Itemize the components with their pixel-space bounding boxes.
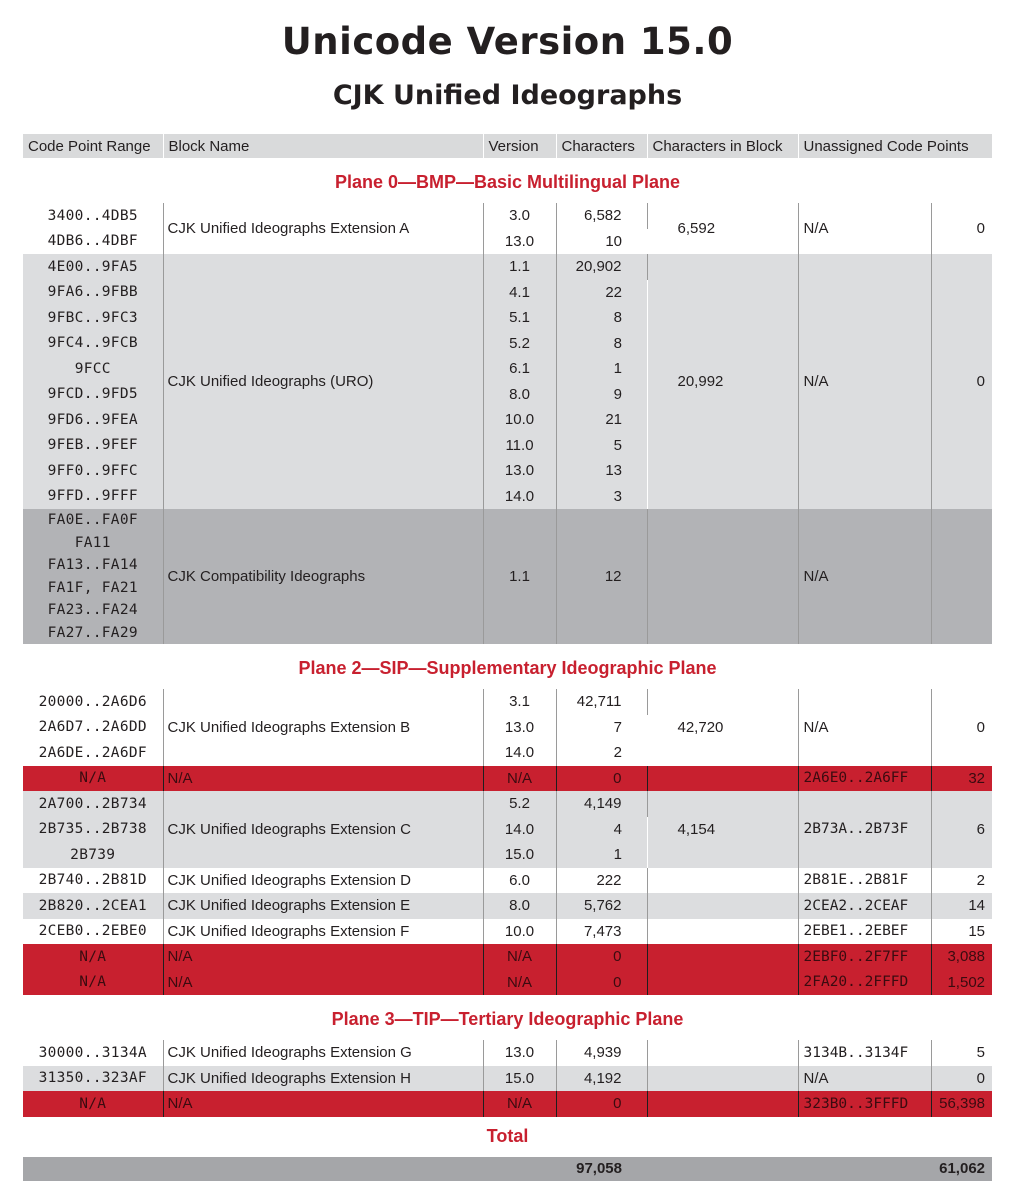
characters: 42,711	[556, 689, 647, 715]
block-name: N/A	[163, 944, 483, 970]
code-range: 9FFD..9FFF	[23, 484, 163, 510]
unassigned-count: 32	[931, 766, 992, 792]
characters: 5	[556, 433, 647, 459]
table-row-unassigned	[23, 970, 992, 996]
version: 11.0	[483, 433, 556, 459]
table-row	[23, 919, 992, 945]
code-range: 31350..323AF	[23, 1066, 163, 1092]
table-row	[23, 868, 992, 894]
characters: 10	[556, 229, 647, 255]
unassigned-range: 2EBE1..2EBEF	[798, 919, 931, 945]
block-name: CJK Unified Ideographs Extension H	[163, 1066, 483, 1092]
unassigned-range: N/A	[798, 203, 931, 254]
characters: 7	[556, 715, 647, 741]
characters-in-block: 6,592	[647, 203, 798, 254]
table-row	[23, 1040, 992, 1066]
code-range: 20000..2A6D6	[23, 689, 163, 715]
unassigned-range: 2FA20..2FFFD	[798, 970, 931, 996]
cjk-table	[23, 134, 992, 1181]
code-range: 2A6DE..2A6DF	[23, 740, 163, 766]
table-row	[23, 203, 992, 229]
code-range: 2A6D7..2A6DD	[23, 715, 163, 741]
characters: 22	[556, 280, 647, 306]
block-name: N/A	[163, 1091, 483, 1117]
code-range: 4DB6..4DBF	[23, 229, 163, 255]
version: 10.0	[483, 407, 556, 433]
total-characters: 97,058	[556, 1157, 647, 1181]
code-range: 2B739	[23, 842, 163, 868]
block-name: CJK Compatibility Ideographs	[163, 509, 483, 644]
version: 1.1	[483, 509, 556, 644]
code-range: 9FCC	[23, 356, 163, 382]
characters: 2	[556, 740, 647, 766]
unassigned-count: 15	[931, 919, 992, 945]
plane-heading: Plane 3—TIP—Tertiary Ideographic Plane	[331, 1008, 684, 1029]
characters-in-block	[647, 509, 798, 644]
characters: 1	[556, 842, 647, 868]
code-range: 9FD6..9FEA	[23, 407, 163, 433]
characters: 4,192	[556, 1066, 647, 1092]
code-range: 2A700..2B734	[23, 791, 163, 817]
version: 14.0	[483, 740, 556, 766]
header-block-name: Block Name	[163, 134, 483, 158]
code-range: FA27..FA29	[47, 624, 138, 641]
code-range: FA1F, FA21	[47, 579, 138, 596]
unassigned-range: 2B81E..2B81F	[798, 868, 931, 894]
header-characters-in-block: Characters in Block	[647, 134, 798, 158]
block-name: CJK Unified Ideographs Extension D	[163, 868, 483, 894]
unassigned-count: 3,088	[931, 944, 992, 970]
code-range: 2CEB0..2EBE0	[23, 919, 163, 945]
plane-heading: Plane 0—BMP—Basic Multilingual Plane	[334, 171, 681, 192]
code-range: 9FC4..9FCB	[23, 331, 163, 357]
version: 15.0	[483, 842, 556, 868]
code-range: 2B820..2CEA1	[23, 893, 163, 919]
characters: 0	[556, 1091, 647, 1117]
unassigned-range: N/A	[798, 1066, 931, 1092]
block-name: N/A	[163, 766, 483, 792]
code-range: 9FBC..9FC3	[23, 305, 163, 331]
table-row-unassigned	[23, 766, 992, 792]
code-range: 9FEB..9FEF	[23, 433, 163, 459]
version: 6.1	[483, 356, 556, 382]
characters-in-block: 42,720	[647, 689, 798, 766]
block-name: CJK Unified Ideographs Extension B	[163, 689, 483, 766]
unassigned-count: 0	[931, 689, 992, 766]
code-range: N/A	[23, 944, 163, 970]
header-characters: Characters	[556, 134, 647, 158]
block-name: N/A	[163, 970, 483, 996]
characters: 1	[556, 356, 647, 382]
total-heading: Total	[486, 1126, 529, 1146]
version: N/A	[483, 1091, 556, 1117]
block-name: CJK Unified Ideographs Extension F	[163, 919, 483, 945]
characters-in-block	[647, 893, 798, 919]
characters-in-block	[647, 1040, 798, 1066]
unassigned-count: 0	[931, 254, 992, 509]
unassigned-count: 1,502	[931, 970, 992, 996]
code-range: 2B735..2B738	[23, 817, 163, 843]
characters-in-block	[647, 919, 798, 945]
block-name: CJK Unified Ideographs Extension E	[163, 893, 483, 919]
block-name: CJK Unified Ideographs Extension G	[163, 1040, 483, 1066]
unassigned-range: 323B0..3FFFD	[798, 1091, 931, 1117]
version: 8.0	[483, 893, 556, 919]
version: 6.0	[483, 868, 556, 894]
version: 5.2	[483, 791, 556, 817]
characters: 222	[556, 868, 647, 894]
characters-in-block	[647, 944, 798, 970]
characters: 3	[556, 484, 647, 510]
characters: 0	[556, 970, 647, 996]
characters: 4,939	[556, 1040, 647, 1066]
code-range: 9FF0..9FFC	[23, 458, 163, 484]
characters: 4,149	[556, 791, 647, 817]
unassigned-range: N/A	[798, 509, 931, 644]
unassigned-range: N/A	[798, 689, 931, 766]
page-title: Unicode Version 15.0	[281, 20, 734, 63]
code-range: 3400..4DB5	[23, 203, 163, 229]
unassigned-range: N/A	[798, 254, 931, 509]
characters: 13	[556, 458, 647, 484]
characters: 5,762	[556, 893, 647, 919]
version: 13.0	[483, 1040, 556, 1066]
version: 3.1	[483, 689, 556, 715]
characters-in-block	[647, 766, 798, 792]
plane-heading: Plane 2—SIP—Supplementary Ideographic Plane	[298, 657, 717, 678]
characters: 6,582	[556, 203, 647, 229]
characters-in-block: 20,992	[647, 254, 798, 509]
version: 14.0	[483, 484, 556, 510]
version: N/A	[483, 766, 556, 792]
unassigned-range: 2A6E0..2A6FF	[798, 766, 931, 792]
version: N/A	[483, 970, 556, 996]
unassigned-range: 3134B..3134F	[798, 1040, 931, 1066]
table-row	[23, 689, 992, 715]
header-unassigned: Unassigned Code Points	[798, 134, 992, 158]
code-range: FA23..FA24	[47, 602, 138, 618]
characters: 20,902	[556, 254, 647, 280]
table-row	[23, 509, 992, 644]
block-name: CJK Unified Ideographs (URO)	[163, 254, 483, 509]
code-range: 30000..3134A	[23, 1040, 163, 1066]
version: 10.0	[483, 919, 556, 945]
unassigned-count: 0	[931, 1066, 992, 1092]
total-empty	[483, 1157, 556, 1181]
header-row	[23, 134, 992, 158]
characters-in-block	[647, 970, 798, 996]
unassigned-range: 2CEA2..2CEAF	[798, 893, 931, 919]
unassigned-count: 14	[931, 893, 992, 919]
total-empty	[23, 1157, 163, 1181]
characters: 8	[556, 331, 647, 357]
unassigned-count: 56,398	[931, 1091, 992, 1117]
code-range: FA11	[74, 534, 111, 551]
version: 8.0	[483, 382, 556, 408]
unassigned-count: 5	[931, 1040, 992, 1066]
version: 14.0	[483, 817, 556, 843]
characters: 8	[556, 305, 647, 331]
code-range: 2B740..2B81D	[23, 868, 163, 894]
characters-in-block	[647, 1066, 798, 1092]
characters: 12	[556, 509, 647, 644]
version: 5.1	[483, 305, 556, 331]
table-row	[23, 791, 992, 817]
version: 13.0	[483, 715, 556, 741]
version: 13.0	[483, 229, 556, 255]
code-range: N/A	[23, 1091, 163, 1117]
unassigned-count: 2	[931, 868, 992, 894]
characters-in-block	[647, 868, 798, 894]
code-range: 9FCD..9FD5	[23, 382, 163, 408]
code-range: 4E00..9FA5	[23, 254, 163, 280]
unassigned-count: 6	[931, 791, 992, 868]
total-empty	[163, 1157, 483, 1181]
characters: 0	[556, 944, 647, 970]
header-version: Version	[483, 134, 556, 158]
unassigned-count	[931, 509, 992, 644]
version: 3.0	[483, 203, 556, 229]
version: 1.1	[483, 254, 556, 280]
total-empty	[647, 1157, 798, 1181]
page-subtitle: CJK Unified Ideographs	[332, 80, 683, 111]
table-row-unassigned	[23, 944, 992, 970]
table-row	[23, 254, 992, 280]
code-range: N/A	[23, 970, 163, 996]
code-range: FA0E..FA0F	[47, 512, 138, 528]
unassigned-range: 2B73A..2B73F	[798, 791, 931, 868]
characters: 4	[556, 817, 647, 843]
header-code-point-range: Code Point Range	[23, 134, 163, 158]
code-range-list	[23, 509, 163, 644]
block-name: CJK Unified Ideographs Extension A	[163, 203, 483, 254]
table-row	[23, 893, 992, 919]
characters: 21	[556, 407, 647, 433]
characters: 9	[556, 382, 647, 408]
version: N/A	[483, 944, 556, 970]
block-name: CJK Unified Ideographs Extension C	[163, 791, 483, 868]
characters-in-block: 4,154	[647, 791, 798, 868]
total-unassigned: 61,062	[798, 1157, 992, 1181]
unassigned-range: 2EBF0..2F7FF	[798, 944, 931, 970]
characters-in-block	[647, 1091, 798, 1117]
code-range: N/A	[23, 766, 163, 792]
total-row	[23, 1157, 992, 1181]
version: 4.1	[483, 280, 556, 306]
unassigned-count: 0	[931, 203, 992, 254]
code-range: 9FA6..9FBB	[23, 280, 163, 306]
characters: 0	[556, 766, 647, 792]
table-row	[23, 1066, 992, 1092]
table-row-unassigned	[23, 1091, 992, 1117]
characters: 7,473	[556, 919, 647, 945]
version: 13.0	[483, 458, 556, 484]
version: 15.0	[483, 1066, 556, 1092]
code-range: FA13..FA14	[47, 557, 138, 573]
version: 5.2	[483, 331, 556, 357]
